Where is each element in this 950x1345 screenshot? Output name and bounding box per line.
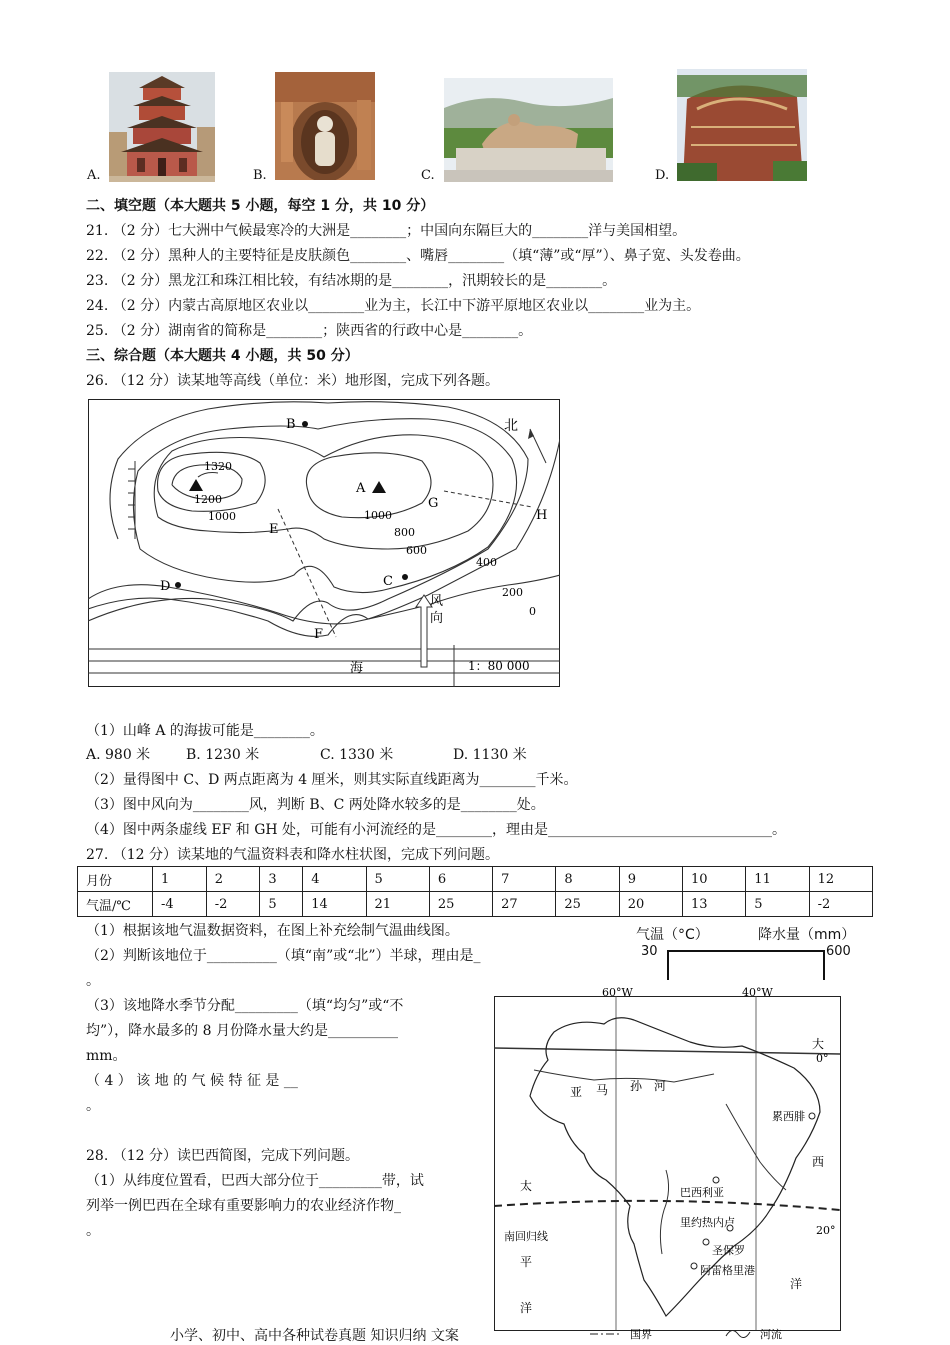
legend-river-label: 河流 xyxy=(760,1328,782,1341)
table-cell: 11 xyxy=(746,867,809,892)
tropic-label: 南回归线 xyxy=(504,1230,548,1243)
table-cell: 6 xyxy=(429,867,492,892)
label-h: H xyxy=(536,508,548,523)
option-d-photo xyxy=(677,69,807,181)
q26-part4: （4）图中两条虚线 EF 和 GH 处，可能有小河流经的是________，理由是________________________________。 xyxy=(86,822,787,838)
contour-label-1000-right: 1000 xyxy=(364,509,392,522)
lon-40w-label: 40°W xyxy=(742,986,773,999)
label-c: C xyxy=(383,574,393,589)
table-cell: 13 xyxy=(683,892,746,917)
grotto-cliff-image xyxy=(677,69,807,181)
q27-part3a: （3）该地降水季节分配_________（填“均匀”或“不 xyxy=(86,998,404,1014)
chart-tick-600: 600 xyxy=(826,944,851,959)
contour-label-400: 400 xyxy=(476,556,497,569)
table-cell: 1 xyxy=(153,867,207,892)
q27-part2a: （2）判断该地位于__________（填“南”或“北”）半球，理由是_ xyxy=(86,948,481,964)
q27-part1: （1）根据该地气温数据资料，在图上补充绘制气温曲线图。 xyxy=(86,923,459,939)
contour-label-1000-left: 1000 xyxy=(208,510,236,523)
question-21: 21. （2 分）七大洲中气候最寒冷的大洲是________；中国向东隔巨大的________洋与美国相望。 xyxy=(86,223,687,239)
river-label-ma: 马 xyxy=(596,1083,609,1097)
contour-label-1200: 1200 xyxy=(194,493,222,506)
point-d-dot xyxy=(175,582,181,588)
row-label: 气温/℃ xyxy=(78,892,153,917)
q26-part1: （1）山峰 A 的海拔可能是________。 xyxy=(86,723,324,739)
ocean-label-yang-left: 洋 xyxy=(520,1301,533,1315)
wind-label-1: 风 xyxy=(430,594,444,609)
legend-border-label: 国界 xyxy=(630,1328,652,1341)
point-b-dot xyxy=(302,421,308,427)
label-g: G xyxy=(428,496,439,511)
chart-precip-axis-label: 降水量（mm） xyxy=(758,927,856,943)
q27-part4a: （ 4 ） 该 地 的 气 候 特 征 是 __ xyxy=(86,1073,298,1089)
table-cell: 20 xyxy=(619,892,682,917)
table-cell: 7 xyxy=(493,867,556,892)
table-cell: 2 xyxy=(206,867,260,892)
table-cell: 8 xyxy=(556,867,619,892)
wind-label-2: 向 xyxy=(430,611,444,626)
question-24: 24. （2 分）内蒙古高原地区农业以________业为主，长江中下游平原地区农业以________业为主。 xyxy=(86,298,701,314)
saopaulo-marker xyxy=(703,1239,709,1245)
contour-label-1320: 1320 xyxy=(204,460,232,473)
city-label-rio: 里约热内卢 xyxy=(680,1216,735,1229)
q26-choice-d: D. 1130 米 xyxy=(453,747,527,763)
footer-text: 小学、初中、高中各种试卷真题 知识归纳 文案 xyxy=(170,1328,459,1344)
ocean-label-yang-right: 洋 xyxy=(790,1277,803,1291)
label-b: B xyxy=(286,417,296,432)
recife-marker xyxy=(809,1113,815,1119)
option-b-label: B. xyxy=(253,168,267,183)
river-label-sun: 孙 xyxy=(630,1079,643,1093)
option-a-label: A. xyxy=(87,168,101,183)
north-label: 北 xyxy=(504,418,518,434)
city-label-brasilia: 巴西利亚 xyxy=(680,1186,724,1199)
city-label-saopaulo: 圣保罗 xyxy=(712,1244,745,1257)
table-cell: 5 xyxy=(746,892,809,917)
q27-part2b: 。 xyxy=(86,973,100,989)
q27-part3b: 均”），降水最多的 8 月份降水量大约是__________ xyxy=(86,1023,398,1039)
lat-20s-label: 20° xyxy=(816,1224,836,1237)
q28-part1c: 。 xyxy=(86,1223,100,1239)
question-23: 23. （2 分）黑龙江和珠江相比较，有结冰期的是________，汛期较长的是________。 xyxy=(86,273,617,289)
lon-60w-label: 60°W xyxy=(602,986,633,999)
option-c-label: C. xyxy=(421,168,435,183)
chart-frame xyxy=(667,950,825,980)
table-cell: 25 xyxy=(556,892,619,917)
section3-heading: 三、综合题（本大题共 4 小题，共 50 分） xyxy=(86,348,359,364)
table-cell: 27 xyxy=(493,892,556,917)
temperature-table xyxy=(77,866,873,917)
point-c-dot xyxy=(402,574,408,580)
question-26-stem: 26. （12 分）读某地等高线（单位：米）地形图，完成下列各题。 xyxy=(86,373,499,389)
table-cell: 10 xyxy=(683,867,746,892)
scale-label: 1：80 000 xyxy=(468,659,530,673)
sea-label: 海 xyxy=(350,661,364,676)
contour-label-200: 200 xyxy=(502,586,523,599)
label-d: D xyxy=(160,579,171,594)
q28-part1b: 列举一例巴西在全球有重要影响力的农业经济作物_ xyxy=(86,1198,401,1214)
table-row xyxy=(78,892,873,917)
contour-label-0: 0 xyxy=(529,605,536,618)
option-a-photo xyxy=(109,72,215,182)
table-cell: 12 xyxy=(809,867,872,892)
table-cell: 3 xyxy=(260,867,303,892)
river-label-ya: 亚 xyxy=(570,1085,583,1099)
label-f: F xyxy=(314,627,324,642)
table-cell: 5 xyxy=(366,867,429,892)
table-cell: -4 xyxy=(153,892,207,917)
contour-map xyxy=(88,399,560,688)
question-22: 22. （2 分）黑种人的主要特征是皮肤颜色________、嘴唇________（填“薄”或“厚”）、鼻子宽、头发卷曲。 xyxy=(86,248,750,264)
q26-choice-c: C. 1330 米 xyxy=(320,747,394,763)
ocean-label-da: 大 xyxy=(812,1037,825,1051)
cave-buddha-image xyxy=(275,72,375,180)
river-label-he: 河 xyxy=(654,1079,667,1093)
table-row xyxy=(78,867,873,892)
q26-part3: （3）图中风向为________风，判断 B、C 两处降水较多的是________处。 xyxy=(86,797,545,813)
contour-label-600: 600 xyxy=(406,544,427,557)
q26-part2: （2）量得图中 C、D 两点距离为 4 厘米，则其实际直线距离为________千米。 xyxy=(86,772,578,788)
contour-label-800: 800 xyxy=(394,526,415,539)
option-c-photo xyxy=(444,78,613,182)
q27-part4b: 。 xyxy=(86,1098,100,1114)
mother-river-statue-image xyxy=(444,78,613,182)
city-label-portoalegre: 阿雷格里港 xyxy=(700,1264,755,1277)
brazil-map xyxy=(494,984,842,1344)
table-cell: 14 xyxy=(303,892,366,917)
q26-choice-a: A. 980 米 xyxy=(86,747,151,763)
table-cell: 9 xyxy=(619,867,682,892)
brasilia-marker xyxy=(713,1177,719,1183)
ocean-label-tai: 太 xyxy=(520,1179,533,1193)
question-28-stem: 28. （12 分）读巴西简图，完成下列问题。 xyxy=(86,1148,359,1164)
ocean-label-ping: 平 xyxy=(520,1255,533,1269)
question-25: 25. （2 分）湖南省的简称是________；陕西省的行政中心是________。 xyxy=(86,323,533,339)
city-label-recife: 累西腓 xyxy=(772,1110,805,1123)
row-label: 月份 xyxy=(78,867,153,892)
table-cell: 21 xyxy=(366,892,429,917)
table-cell: 4 xyxy=(303,867,366,892)
label-a: A xyxy=(356,481,366,496)
table-cell: -2 xyxy=(809,892,872,917)
q28-part1a: （1）从纬度位置看，巴西大部分位于_________带，试 xyxy=(86,1173,424,1189)
option-d-label: D. xyxy=(655,168,670,183)
label-e: E xyxy=(269,522,279,537)
portoalegre-marker xyxy=(691,1263,697,1269)
q26-choice-b: B. 1230 米 xyxy=(186,747,260,763)
equator-label: 0° xyxy=(816,1052,829,1065)
option-b-photo xyxy=(275,72,375,180)
table-cell: -2 xyxy=(206,892,260,917)
chart-tick-30: 30 xyxy=(641,944,658,959)
section2-heading: 二、填空题（本大题共 5 小题，每空 1 分，共 10 分） xyxy=(86,198,435,214)
q27-part3c: mm。 xyxy=(86,1048,127,1064)
question-27-stem: 27. （12 分）读某地的气温资料表和降水柱状图，完成下列问题。 xyxy=(86,847,499,863)
table-cell: 5 xyxy=(260,892,303,917)
ocean-label-xi: 西 xyxy=(812,1155,825,1169)
chart-temp-axis-label: 气温（°C） xyxy=(636,927,709,943)
pagoda-image xyxy=(109,72,215,182)
table-cell: 25 xyxy=(429,892,492,917)
river-legend-icon xyxy=(726,1330,750,1337)
